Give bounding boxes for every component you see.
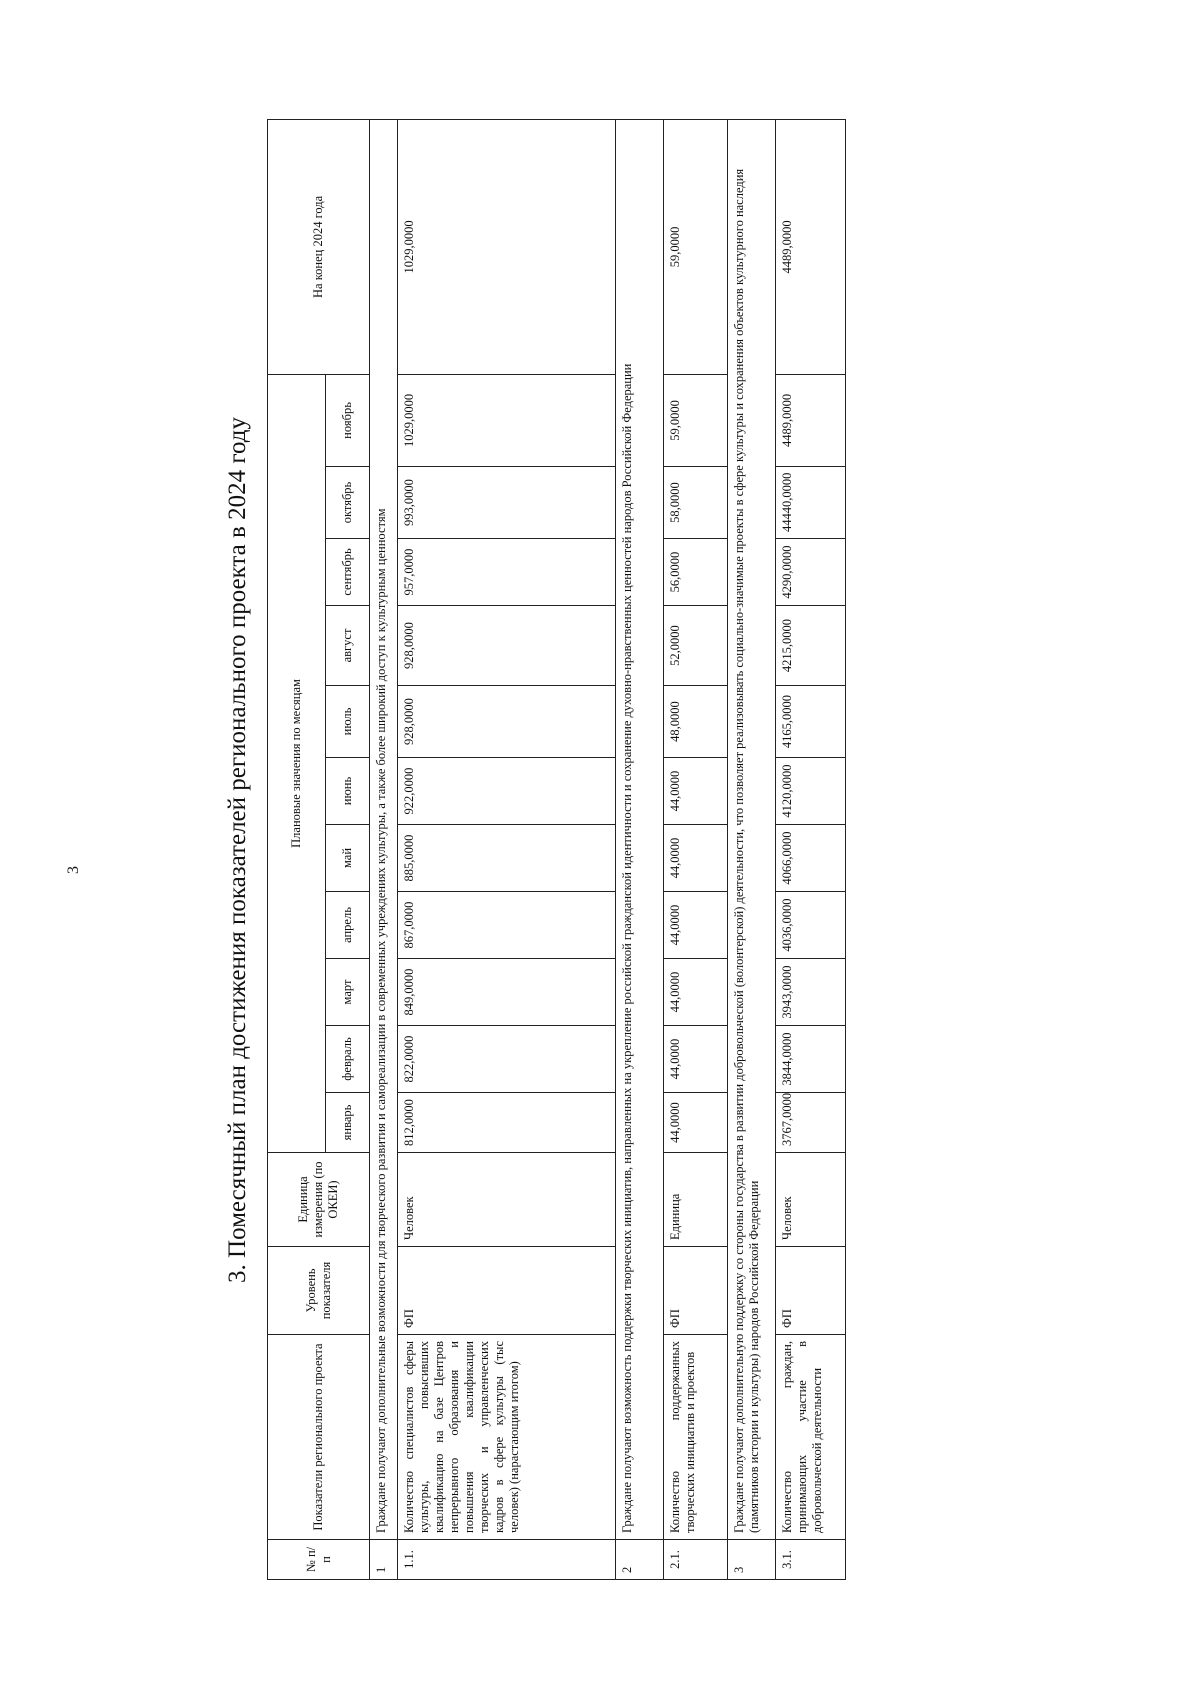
- value-oct: 993,0000: [398, 467, 616, 539]
- header-month-aug: август: [326, 606, 370, 686]
- value-jan: 3767,0000: [776, 1093, 846, 1153]
- indicator-level: ФП: [776, 1247, 846, 1335]
- header-unit: Единица измерения (по ОКЕИ): [268, 1153, 370, 1247]
- value-oct: 58,0000: [664, 467, 728, 539]
- rotated-page-content: [215, 120, 915, 1580]
- monthly-plan-table: [267, 119, 846, 1580]
- indicator-unit: Человек: [398, 1153, 616, 1247]
- section-text: Граждане получают дополнительную поддержку со стороны государства в развитии добровольческой (волонтерской) деятельности, что позволяет реализовывать социально-значимые проекты в сфере культуры и сохранения объектов культурного наследия (памятников истории и культуры) народов Российской Федерации: [728, 119, 776, 1539]
- value-jan: 44,0000: [664, 1093, 728, 1153]
- indicator-level: ФП: [664, 1247, 728, 1335]
- table-row: [776, 119, 846, 1579]
- value-nov: 59,0000: [664, 374, 728, 466]
- table-row: [664, 119, 728, 1579]
- header-month-apr: апрель: [326, 892, 370, 959]
- header-month-oct: октябрь: [326, 467, 370, 539]
- value-oct: 44440,0000: [776, 467, 846, 539]
- value-year-end: 59,0000: [664, 119, 728, 374]
- row-num: 3.1.: [776, 1540, 846, 1580]
- row-num: 2.1.: [664, 1540, 728, 1580]
- value-aug: 4215,0000: [776, 606, 846, 686]
- value-feb: 44,0000: [664, 1026, 728, 1093]
- value-jul: 928,0000: [398, 686, 616, 758]
- value-mar: 849,0000: [398, 959, 616, 1026]
- indicator-name: Количество граждан, принимающих участие в добровольческой деятельности: [776, 1335, 846, 1540]
- indicator-name: Количество специалистов сферы культуры, повысивших квалификацию на базе Центров непрерывного образования и повышения квалификации творческих и управленческих кадров в сфере культуры (тыс человек) (нарастающим итогом): [398, 1335, 616, 1540]
- value-year-end: 1029,0000: [398, 119, 616, 374]
- indicator-level: ФП: [398, 1247, 616, 1335]
- value-jul: 4165,0000: [776, 686, 846, 758]
- value-mar: 3943,0000: [776, 959, 846, 1026]
- header-month-may: май: [326, 825, 370, 892]
- section-num: 3: [728, 1540, 776, 1580]
- section-row: [616, 119, 664, 1579]
- header-month-sep: сентябрь: [326, 539, 370, 606]
- indicator-unit: Человек: [776, 1153, 846, 1247]
- value-mar: 44,0000: [664, 959, 728, 1026]
- indicator-name: Количество поддержанных творческих инициатив и проектов: [664, 1335, 728, 1540]
- value-feb: 822,0000: [398, 1026, 616, 1093]
- header-month-feb: февраль: [326, 1026, 370, 1093]
- value-aug: 52,0000: [664, 606, 728, 686]
- value-aug: 928,0000: [398, 606, 616, 686]
- value-jun: 4120,0000: [776, 758, 846, 825]
- value-sep: 56,0000: [664, 539, 728, 606]
- value-nov: 4489,0000: [776, 374, 846, 466]
- header-month-nov: ноябрь: [326, 374, 370, 466]
- table-row: [398, 119, 616, 1579]
- header-year-end: На конец 2024 года: [268, 119, 370, 374]
- value-jul: 48,0000: [664, 686, 728, 758]
- section-row: [728, 119, 776, 1579]
- value-jan: 812,0000: [398, 1093, 616, 1153]
- header-month-mar: март: [326, 959, 370, 1026]
- value-nov: 1029,0000: [398, 374, 616, 466]
- header-month-jun: июнь: [326, 758, 370, 825]
- value-apr: 44,0000: [664, 892, 728, 959]
- value-jun: 922,0000: [398, 758, 616, 825]
- value-year-end: 4489,0000: [776, 119, 846, 374]
- value-sep: 957,0000: [398, 539, 616, 606]
- value-sep: 4290,0000: [776, 539, 846, 606]
- header-num: № п/п: [268, 1540, 370, 1580]
- header-indicator: Показатели регионального проекта: [268, 1335, 370, 1540]
- page-number: 3: [65, 866, 82, 874]
- value-feb: 3844,0000: [776, 1026, 846, 1093]
- section-num: 1: [370, 1540, 398, 1580]
- document-title: 3. Помесячный план достижения показателей регионального проекта в 2024 году: [224, 417, 251, 1283]
- header-planned-values: Плановые значения по месяцам: [268, 374, 326, 1152]
- value-apr: 4036,0000: [776, 892, 846, 959]
- header-month-jul: июль: [326, 686, 370, 758]
- value-may: 885,0000: [398, 825, 616, 892]
- header-month-jan: январь: [326, 1093, 370, 1153]
- section-text: Граждане получают возможность поддержки творческих инициатив, направленных на укрепление российской гражданской идентичности и сохранение духовно-нравственных ценностей народов Российской Федерации: [616, 119, 664, 1539]
- value-apr: 867,0000: [398, 892, 616, 959]
- indicator-unit: Единица: [664, 1153, 728, 1247]
- section-row: [370, 119, 398, 1579]
- value-may: 44,0000: [664, 825, 728, 892]
- section-num: 2: [616, 1540, 664, 1580]
- section-text: Граждане получают дополнительные возможности для творческого развития и самореализации в современных учреждениях культуры, а также более широкий доступ к культурным ценностям: [370, 119, 398, 1539]
- header-level: Уровень показателя: [268, 1247, 370, 1335]
- row-num: 1.1.: [398, 1540, 616, 1580]
- value-jun: 44,0000: [664, 758, 728, 825]
- value-may: 4066,0000: [776, 825, 846, 892]
